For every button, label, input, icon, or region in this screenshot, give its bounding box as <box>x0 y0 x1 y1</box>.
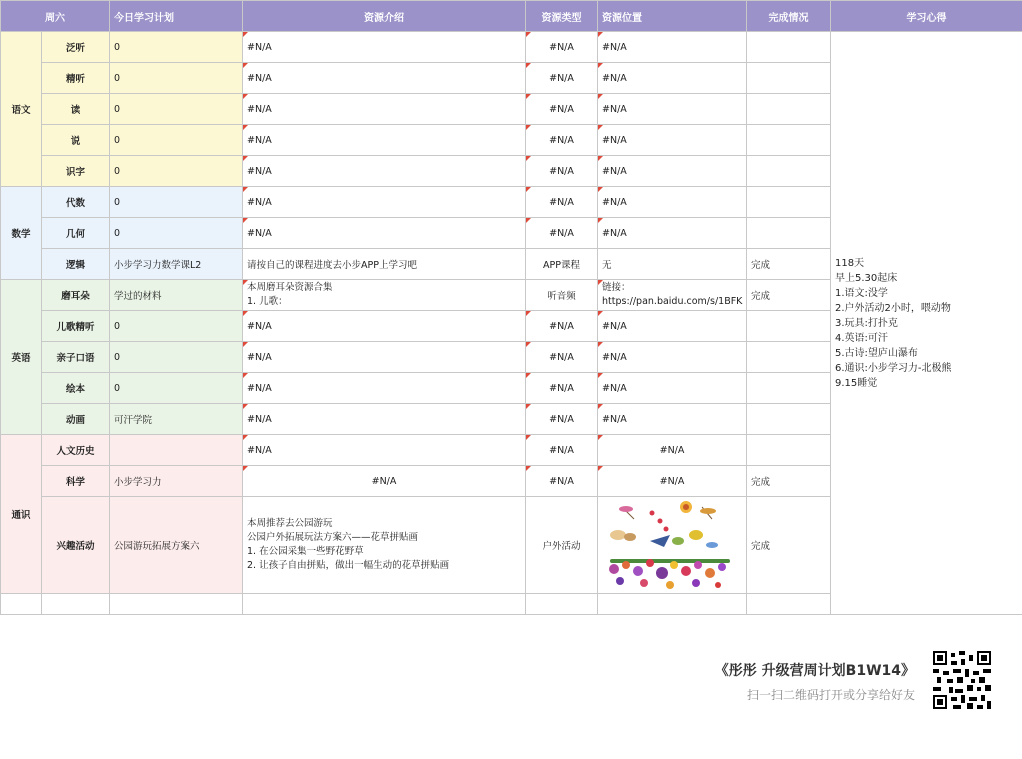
plan-cell[interactable]: 0 <box>110 187 243 218</box>
intro-cell[interactable]: #N/A <box>243 435 526 466</box>
status-cell[interactable] <box>747 94 831 125</box>
location-cell[interactable]: #N/A <box>598 435 747 466</box>
intro-line: 本周磨耳朵资源合集 <box>247 282 333 293</box>
location-cell[interactable]: #N/A <box>598 218 747 249</box>
header-day: 周六 <box>1 1 110 32</box>
footer <box>700 660 915 703</box>
intro-cell[interactable]: #N/A <box>243 466 526 497</box>
plan-cell[interactable]: 公园游玩拓展方案六 <box>110 497 243 594</box>
intro-line: 本周推荐去公园游玩 <box>247 518 333 529</box>
subject-math: 数学 <box>1 187 42 280</box>
intro-cell[interactable] <box>243 280 526 311</box>
header-location: 资源位置 <box>598 1 747 32</box>
subcategory[interactable]: 兴趣活动 <box>42 497 110 594</box>
location-cell[interactable]: #N/A <box>598 466 747 497</box>
status-cell[interactable]: 完成 <box>747 466 831 497</box>
note-line: 1.语文:没学 <box>835 287 888 299</box>
subject-chinese: 语文 <box>1 32 42 187</box>
plan-cell[interactable]: 可汗学院 <box>110 404 243 435</box>
status-cell[interactable] <box>747 218 831 249</box>
table-row <box>1 32 1022 63</box>
subcategory[interactable]: 儿歌精听 <box>42 311 110 342</box>
location-cell[interactable]: #N/A <box>598 404 747 435</box>
type-cell[interactable]: 户外活动 <box>526 497 598 594</box>
intro-cell[interactable]: #N/A <box>243 187 526 218</box>
status-cell[interactable] <box>747 187 831 218</box>
intro-line: 2. 让孩子自由拼贴，做出一幅生动的花草拼贴画 <box>247 560 450 571</box>
location-cell[interactable]: #N/A <box>598 63 747 94</box>
location-cell[interactable] <box>598 280 747 311</box>
status-cell[interactable] <box>747 435 831 466</box>
header-type: 资源类型 <box>526 1 598 32</box>
type-cell[interactable]: #N/A <box>526 63 598 94</box>
flower-collage-image <box>600 499 740 591</box>
intro-cell[interactable]: #N/A <box>243 63 526 94</box>
note-line: 4.英语:可汗 <box>835 332 888 344</box>
plan-cell[interactable] <box>110 435 243 466</box>
empty-cell <box>110 594 243 615</box>
location-cell[interactable]: #N/A <box>598 94 747 125</box>
empty-cell <box>598 594 747 615</box>
type-cell[interactable]: #N/A <box>526 466 598 497</box>
status-cell[interactable]: 完成 <box>747 249 831 280</box>
empty-cell <box>243 594 526 615</box>
header-plan: 今日学习计划 <box>110 1 243 32</box>
notes-cell[interactable] <box>831 32 1022 615</box>
empty-cell <box>526 594 598 615</box>
location-line: 链接： <box>602 282 631 293</box>
location-cell[interactable]: 无 <box>598 249 747 280</box>
location-cell[interactable]: #N/A <box>598 156 747 187</box>
header-notes: 学习心得 <box>831 1 1022 32</box>
type-cell[interactable]: #N/A <box>526 32 598 63</box>
subcategory[interactable]: 绘本 <box>42 373 110 404</box>
note-line: 2.户外活动2小时，喂动物 <box>835 302 951 314</box>
intro-cell[interactable]: #N/A <box>243 156 526 187</box>
intro-cell[interactable] <box>243 497 526 594</box>
intro-cell[interactable]: 请按自己的课程进度去小步APP上学习吧 <box>243 249 526 280</box>
status-cell[interactable] <box>747 63 831 94</box>
status-cell[interactable] <box>747 373 831 404</box>
plan-cell[interactable]: 0 <box>110 342 243 373</box>
header-row <box>1 1 1022 32</box>
qr-code-icon[interactable] <box>933 651 991 709</box>
type-cell[interactable]: #N/A <box>526 187 598 218</box>
status-cell[interactable] <box>747 125 831 156</box>
subcategory[interactable]: 读 <box>42 94 110 125</box>
share-hint: 扫一扫二维码打开或分享给好友 <box>746 688 915 702</box>
plan-cell[interactable]: 小步学习力 <box>110 466 243 497</box>
type-cell[interactable]: #N/A <box>526 404 598 435</box>
status-cell[interactable] <box>747 311 831 342</box>
note-line: 早上5.30起床 <box>835 272 898 284</box>
subcategory[interactable]: 动画 <box>42 404 110 435</box>
subcategory[interactable]: 代数 <box>42 187 110 218</box>
subcategory[interactable]: 泛听 <box>42 32 110 63</box>
plan-cell[interactable]: 0 <box>110 32 243 63</box>
plan-cell[interactable]: 0 <box>110 63 243 94</box>
subcategory[interactable]: 亲子口语 <box>42 342 110 373</box>
type-cell[interactable]: #N/A <box>526 435 598 466</box>
subcategory[interactable]: 识字 <box>42 156 110 187</box>
intro-cell[interactable]: #N/A <box>243 94 526 125</box>
plan-cell[interactable]: 小步学习力数学课L2 <box>110 249 243 280</box>
intro-cell[interactable]: #N/A <box>243 404 526 435</box>
subcategory[interactable]: 逻辑 <box>42 249 110 280</box>
status-cell[interactable] <box>747 404 831 435</box>
status-cell[interactable]: 完成 <box>747 497 831 594</box>
intro-cell[interactable]: #N/A <box>243 373 526 404</box>
location-cell[interactable]: #N/A <box>598 311 747 342</box>
location-cell[interactable]: #N/A <box>598 342 747 373</box>
header-intro: 资源介绍 <box>243 1 526 32</box>
empty-cell <box>42 594 110 615</box>
intro-line: 1. 在公园采集一些野花野草 <box>247 546 364 557</box>
plan-cell[interactable]: 0 <box>110 156 243 187</box>
location-cell[interactable]: #N/A <box>598 32 747 63</box>
type-cell[interactable]: #N/A <box>526 156 598 187</box>
intro-cell[interactable]: #N/A <box>243 218 526 249</box>
location-cell[interactable]: #N/A <box>598 125 747 156</box>
subcategory[interactable]: 精听 <box>42 63 110 94</box>
intro-cell[interactable]: #N/A <box>243 342 526 373</box>
plan-cell[interactable]: 0 <box>110 218 243 249</box>
subcategory[interactable]: 磨耳朵 <box>42 280 110 311</box>
intro-line: 公园户外拓展玩法方案六——花草拼贴画 <box>247 532 419 543</box>
subcategory[interactable]: 说 <box>42 125 110 156</box>
subcategory[interactable]: 几何 <box>42 218 110 249</box>
note-line: 3.玩具:打扑克 <box>835 317 898 329</box>
type-cell[interactable]: #N/A <box>526 373 598 404</box>
type-cell[interactable]: 听音频 <box>526 280 598 311</box>
type-cell[interactable]: APP课程 <box>526 249 598 280</box>
note-line: 5.古诗:望庐山瀑布 <box>835 347 918 359</box>
plan-cell[interactable]: 学过的材料 <box>110 280 243 311</box>
note-line: 118天 <box>835 257 865 269</box>
type-cell[interactable]: #N/A <box>526 94 598 125</box>
subcategory[interactable]: 科学 <box>42 466 110 497</box>
location-image-cell[interactable] <box>598 497 747 594</box>
note-line: 6.通识:小步学习力-北极熊 <box>835 362 952 374</box>
empty-cell <box>747 594 831 615</box>
intro-line: 1. 儿歌： <box>247 296 288 307</box>
location-cell[interactable]: #N/A <box>598 187 747 218</box>
type-cell[interactable]: #N/A <box>526 125 598 156</box>
plan-cell[interactable]: 0 <box>110 311 243 342</box>
subject-general: 通识 <box>1 435 42 594</box>
status-cell[interactable]: 完成 <box>747 280 831 311</box>
intro-cell[interactable]: #N/A <box>243 32 526 63</box>
plan-cell[interactable]: 0 <box>110 94 243 125</box>
plan-title: 《彤彤 升级营周计划B1W14》 <box>714 663 915 679</box>
type-cell[interactable]: #N/A <box>526 218 598 249</box>
subject-english: 英语 <box>1 280 42 435</box>
plan-cell[interactable]: 0 <box>110 125 243 156</box>
note-line: 9.15睡觉 <box>835 377 878 389</box>
intro-cell[interactable]: #N/A <box>243 125 526 156</box>
type-cell[interactable]: #N/A <box>526 342 598 373</box>
type-cell[interactable]: #N/A <box>526 311 598 342</box>
header-status: 完成情况 <box>747 1 831 32</box>
status-cell[interactable] <box>747 32 831 63</box>
location-link[interactable]: https://pan.baidu.com/s/1BFK <box>602 296 743 307</box>
status-cell[interactable] <box>747 156 831 187</box>
subcategory[interactable]: 人文历史 <box>42 435 110 466</box>
empty-cell <box>1 594 42 615</box>
plan-cell[interactable]: 0 <box>110 373 243 404</box>
intro-cell[interactable]: #N/A <box>243 311 526 342</box>
status-cell[interactable] <box>747 342 831 373</box>
location-cell[interactable]: #N/A <box>598 373 747 404</box>
